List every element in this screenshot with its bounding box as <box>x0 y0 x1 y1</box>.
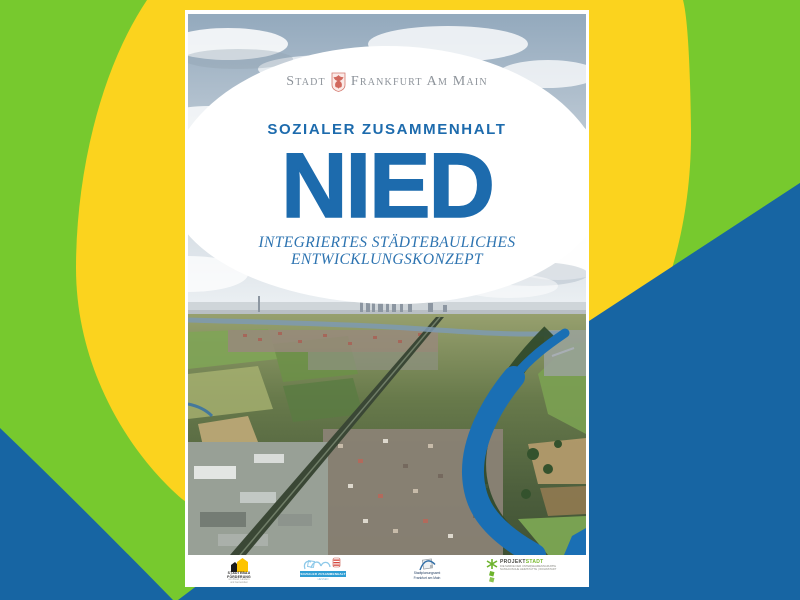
footer-logo-bar <box>185 555 589 587</box>
cover-title: NIED <box>281 135 493 237</box>
cover-subtitle <box>185 234 589 268</box>
projektstadt-brand-part1: PROJEKT <box>500 559 526 565</box>
stb-line2: FÖRDERUNG <box>227 574 251 579</box>
cover-subtitle-line2: ENTWICKLUNGSKONZEPT <box>291 251 483 268</box>
hessen-program-logo <box>297 557 349 581</box>
projektstadt-line2: NASSAUISCHE HEIMSTÄTTE | WOHNSTADT <box>500 568 557 572</box>
projektstadt-logo <box>486 559 578 583</box>
stadtplanungsamt-logo <box>402 557 452 580</box>
hessen-bridge-icon <box>299 557 347 570</box>
stb-line4: und Gemeinden <box>230 580 248 584</box>
city-logo-word1: Stadt <box>286 74 326 89</box>
hessen-shield-icon <box>333 558 340 567</box>
planning-swoosh-icon <box>419 557 436 571</box>
report-cover <box>185 10 589 587</box>
program-kicker: SOZIALER ZUSAMMENHALT <box>267 121 507 138</box>
projektstadt-line1: DIE MARKE DER UNTERNEHMENSGRUPPE <box>500 565 556 568</box>
projektstadt-asterisk-icon <box>486 559 498 583</box>
staedtebaufoerderung-logo <box>217 557 261 585</box>
hessen-program-banner: SOZIALER ZUSAMMENHALT <box>300 572 346 576</box>
city-logo-word2: Frankfurt Am Main <box>350 74 488 89</box>
stb-line1: STÄDTEBAU <box>227 571 251 575</box>
buildings-icon <box>227 557 251 572</box>
planungsamt-line2: Frankfurt am Main <box>413 575 441 580</box>
hessen-region-label: HESSEN <box>317 577 329 581</box>
city-logo <box>185 70 589 94</box>
planungsamt-line1: Stadtplanungsamt <box>413 571 441 575</box>
stb-line3: von Bund, Ländern <box>228 578 250 582</box>
cover-subtitle-line1: INTEGRIERTES STÄDTEBAULICHES <box>258 234 516 251</box>
frankfurt-eagle-icon <box>331 72 346 92</box>
projektstadt-brand-part2: STADT <box>525 559 544 565</box>
